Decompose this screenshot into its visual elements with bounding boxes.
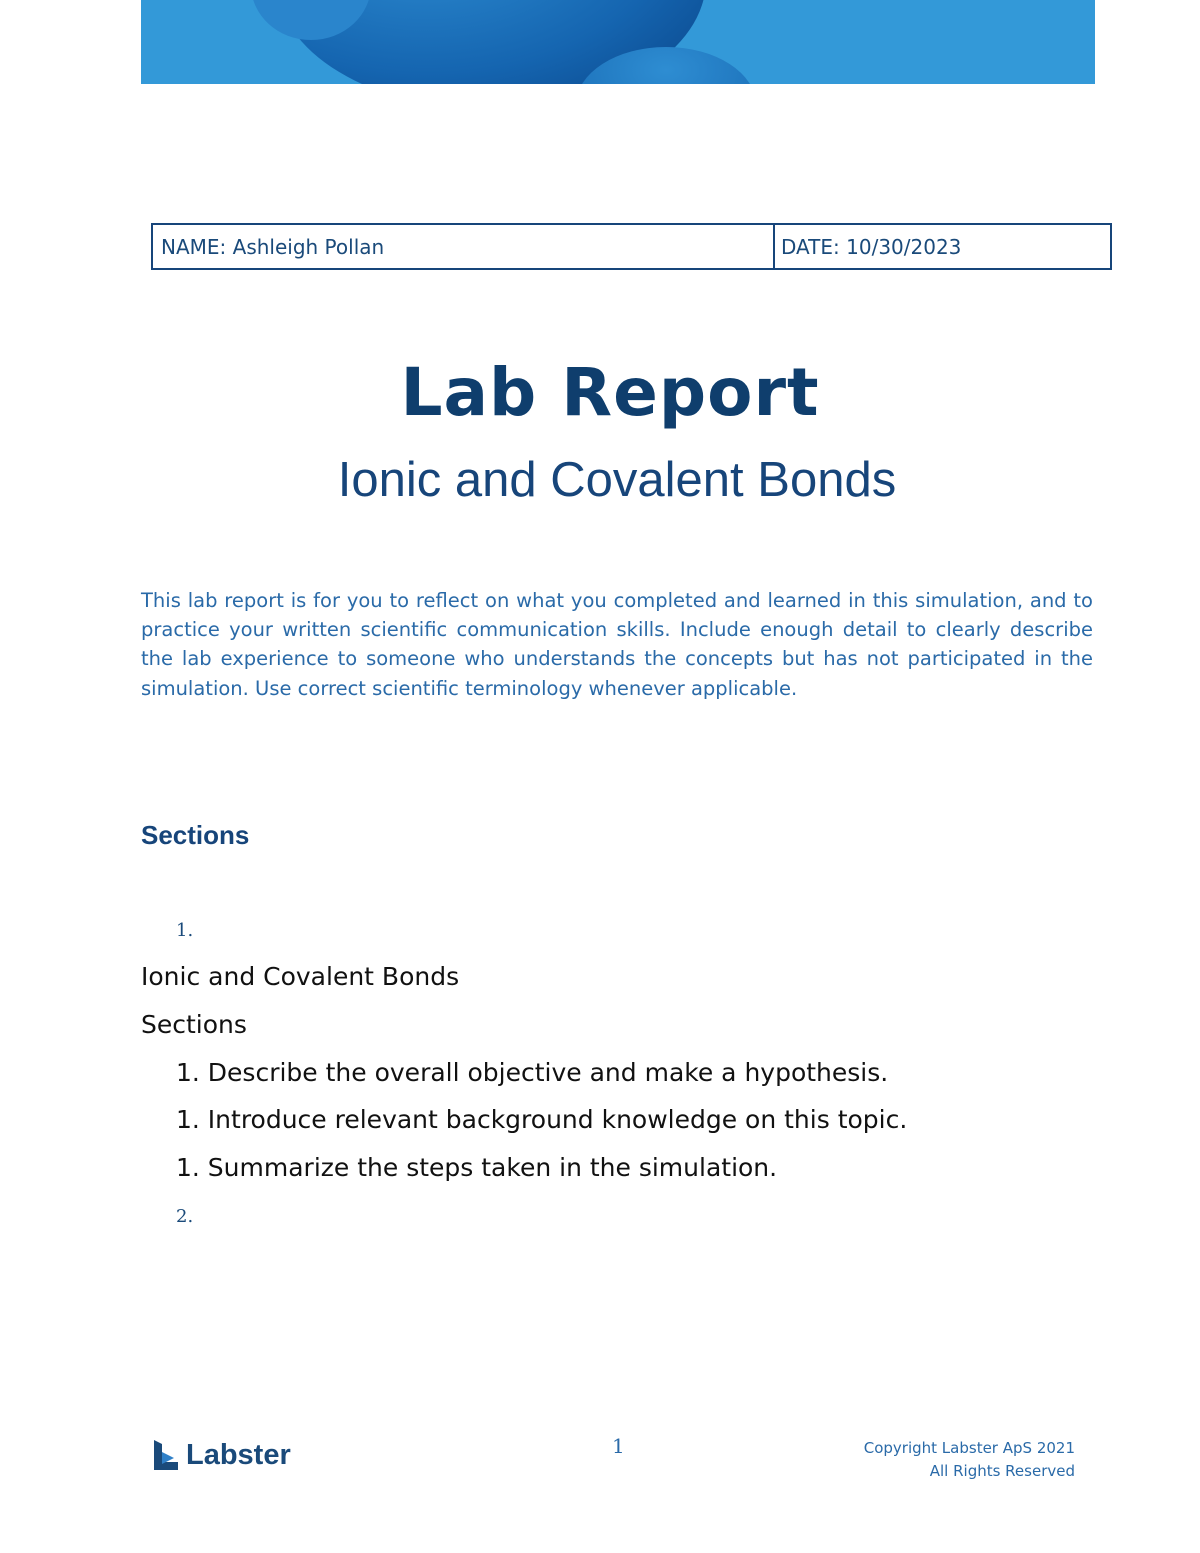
copyright-line-1: Copyright Labster ApS 2021 bbox=[863, 1439, 1075, 1457]
list-item-objective: 1. Describe the overall objective and make a hypothesis. bbox=[176, 1058, 889, 1087]
list-item-steps: 1. Summarize the steps taken in the simulation. bbox=[176, 1153, 778, 1182]
labster-logo-icon bbox=[152, 1438, 180, 1472]
date-field[interactable] bbox=[775, 225, 1110, 268]
labster-logo bbox=[152, 1438, 291, 1472]
list-marker-2: 2. bbox=[176, 1206, 194, 1227]
date-label: DATE: 10/30/2023 bbox=[781, 234, 962, 259]
header-banner-image bbox=[141, 0, 1095, 84]
name-field[interactable] bbox=[153, 225, 775, 268]
document-title: Lab Report bbox=[400, 354, 820, 431]
repeat-subtitle: Ionic and Covalent Bonds bbox=[141, 962, 460, 991]
copyright-line-2: All Rights Reserved bbox=[929, 1462, 1075, 1480]
labster-logo-text: Labster bbox=[186, 1438, 291, 1471]
document-subtitle: Ionic and Covalent Bonds bbox=[337, 453, 897, 507]
name-label: NAME: Ashleigh Pollan bbox=[161, 234, 385, 259]
student-info-table bbox=[151, 223, 1112, 270]
list-item-background: 1. Introduce relevant background knowledge on this topic. bbox=[176, 1105, 908, 1134]
list-marker-1: 1. bbox=[176, 920, 194, 941]
intro-paragraph: This lab report is for you to reflect on what you completed and learned in this simulation, and to practice your written scientific communication skills. Include enough detail to clearly describe the lab experience to someone who understands the concepts but has not participated in the simulation. Use correct scientific terminology whenever applicable. bbox=[141, 589, 1093, 700]
sections-heading: Sections bbox=[141, 820, 250, 850]
page-number: 1 bbox=[612, 1434, 625, 1458]
repeat-sections-heading: Sections bbox=[141, 1010, 247, 1039]
copyright-notice bbox=[864, 1437, 1075, 1483]
